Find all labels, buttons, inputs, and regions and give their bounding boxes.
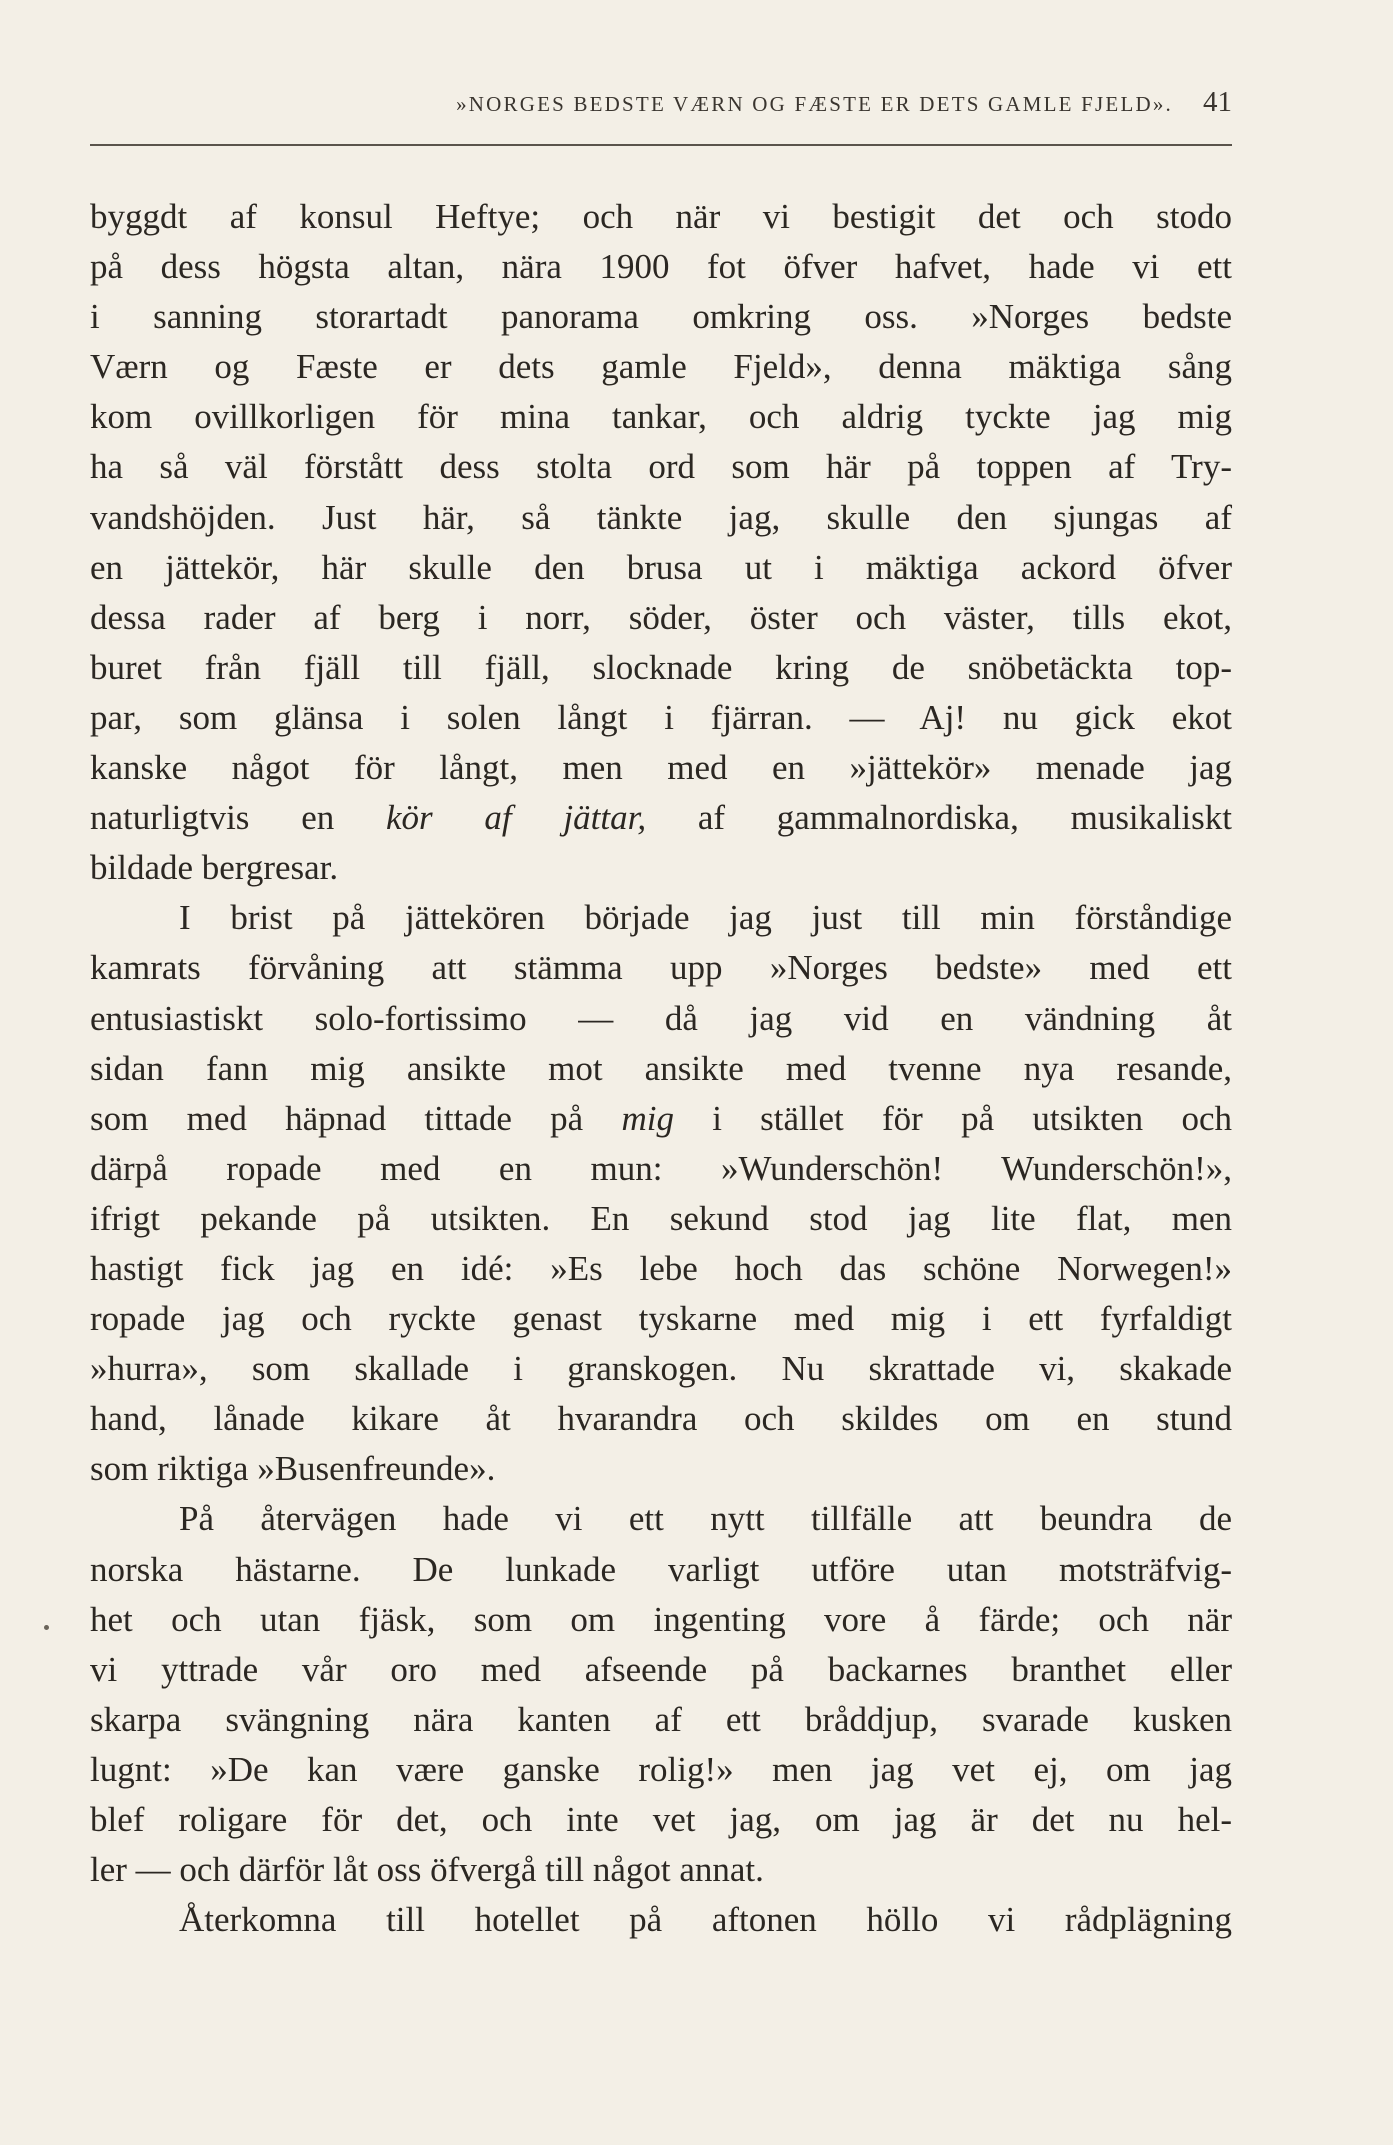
text-line: norska hästarne. De lunkade varligt utföre utan motsträfvig- <box>90 1549 1232 1589</box>
text-line: het och utan fjäsk, som om ingenting vore å färde; och när <box>90 1599 1232 1639</box>
text-line-with-italic <box>90 1094 1232 1144</box>
print-speck <box>44 1625 49 1630</box>
running-head <box>90 86 1232 126</box>
text-line: hastigt fick jag en idé: »Es lebe hoch das schöne Norwegen!» <box>90 1248 1232 1288</box>
italic-segment: mig <box>621 1098 674 1138</box>
text-line: ropade jag och ryckte genast tyskarne med mig i ett fyrfaldigt <box>90 1299 1232 1339</box>
text-segment: som med häpnad tittade på <box>90 1098 622 1138</box>
text-line: på dess högsta altan, nära 1900 fot öfver hafvet, hade vi ett <box>90 247 1232 287</box>
text-line: sidan fann mig ansikte mot ansikte med tvenne nya resande, <box>90 1048 1232 1088</box>
body-text <box>90 192 1232 1945</box>
text-segment: i stället för på utsikten och <box>673 1098 1232 1138</box>
text-line-with-italic <box>90 793 1232 843</box>
text-segment: af gammalnordiska, musikaliskt <box>646 798 1232 838</box>
text-line: lugnt: »De kan være ganske rolig!» men jag vet ej, om jag <box>90 1749 1232 1789</box>
text-line: kamrats förvåning att stämma upp »Norges bedste» med ett <box>90 948 1232 988</box>
text-line: ifrigt pekande på utsikten. En sekund stod jag lite flat, men <box>90 1198 1232 1238</box>
text-line: i sanning storartadt panorama omkring oss. »Norges bedste <box>90 297 1232 337</box>
page-number: 41 <box>1203 86 1232 118</box>
text-line: vi yttrade vår oro med afseende på backarnes branthet eller <box>90 1649 1232 1689</box>
text-line: kom ovillkorligen för mina tankar, och aldrig tyckte jag mig <box>90 397 1232 437</box>
text-line: entusiastiskt solo-fortissimo — då jag vid en vändning åt <box>90 998 1232 1038</box>
text-line: skarpa svängning nära kanten af ett bråddjup, svarade kusken <box>90 1699 1232 1739</box>
paragraph-end-line: som riktiga »Busenfreunde». <box>90 1449 496 1489</box>
text-line: buret från fjäll till fjäll, slocknade kring de snöbetäckta top- <box>90 647 1232 687</box>
text-line: vandshöjden. Just här, så tänkte jag, skulle den sjungas af <box>90 497 1232 537</box>
italic-segment: kör af jättar, <box>386 798 647 838</box>
text-line: ha så väl förstått dess stolta ord som här på toppen af Try- <box>90 447 1232 487</box>
text-line: par, som glänsa i solen långt i fjärran. — Aj! nu gick ekot <box>90 697 1232 737</box>
text-segment: naturligtvis en <box>90 798 386 838</box>
text-line: hand, lånade kikare åt hvarandra och skildes om en stund <box>90 1399 1232 1439</box>
header-rule <box>90 144 1232 146</box>
text-line: därpå ropade med en mun: »Wunderschön! Wunderschön!», <box>90 1148 1232 1188</box>
text-line: Værn og Fæste er dets gamle Fjeld», denna mäktiga sång <box>90 347 1232 387</box>
paragraph-end-line: ler — och därför låt oss öfvergå till något annat. <box>90 1850 764 1890</box>
paragraph-end-line: bildade bergresar. <box>90 848 339 888</box>
text-line: en jättekör, här skulle den brusa ut i mäktiga ackord öfver <box>90 547 1232 587</box>
paragraph-start-line: Återkomna till hotellet på aftonen höllo vi rådplägning <box>179 1900 1232 1940</box>
text-line: blef roligare för det, och inte vet jag, om jag är det nu hel- <box>90 1800 1232 1839</box>
running-title: »NORGES BEDSTE VÆRN OG FÆSTE ER DETS GAMLE FJELD». <box>456 92 1173 116</box>
text-line: kanske något för långt, men med en »jättekör» menade jag <box>90 748 1232 788</box>
text-line: byggdt af konsul Heftye; och när vi bestigit det och stodo <box>90 197 1232 236</box>
text-line: »hurra», som skallade i granskogen. Nu skrattade vi, skakade <box>90 1349 1232 1389</box>
text-line: dessa rader af berg i norr, söder, öster och väster, tills ekot, <box>90 597 1232 637</box>
paragraph-start-line: På återvägen hade vi ett nytt tillfälle att beundra de <box>179 1499 1232 1539</box>
paragraph-start-line: I brist på jättekören började jag just till min förståndige <box>179 898 1232 938</box>
